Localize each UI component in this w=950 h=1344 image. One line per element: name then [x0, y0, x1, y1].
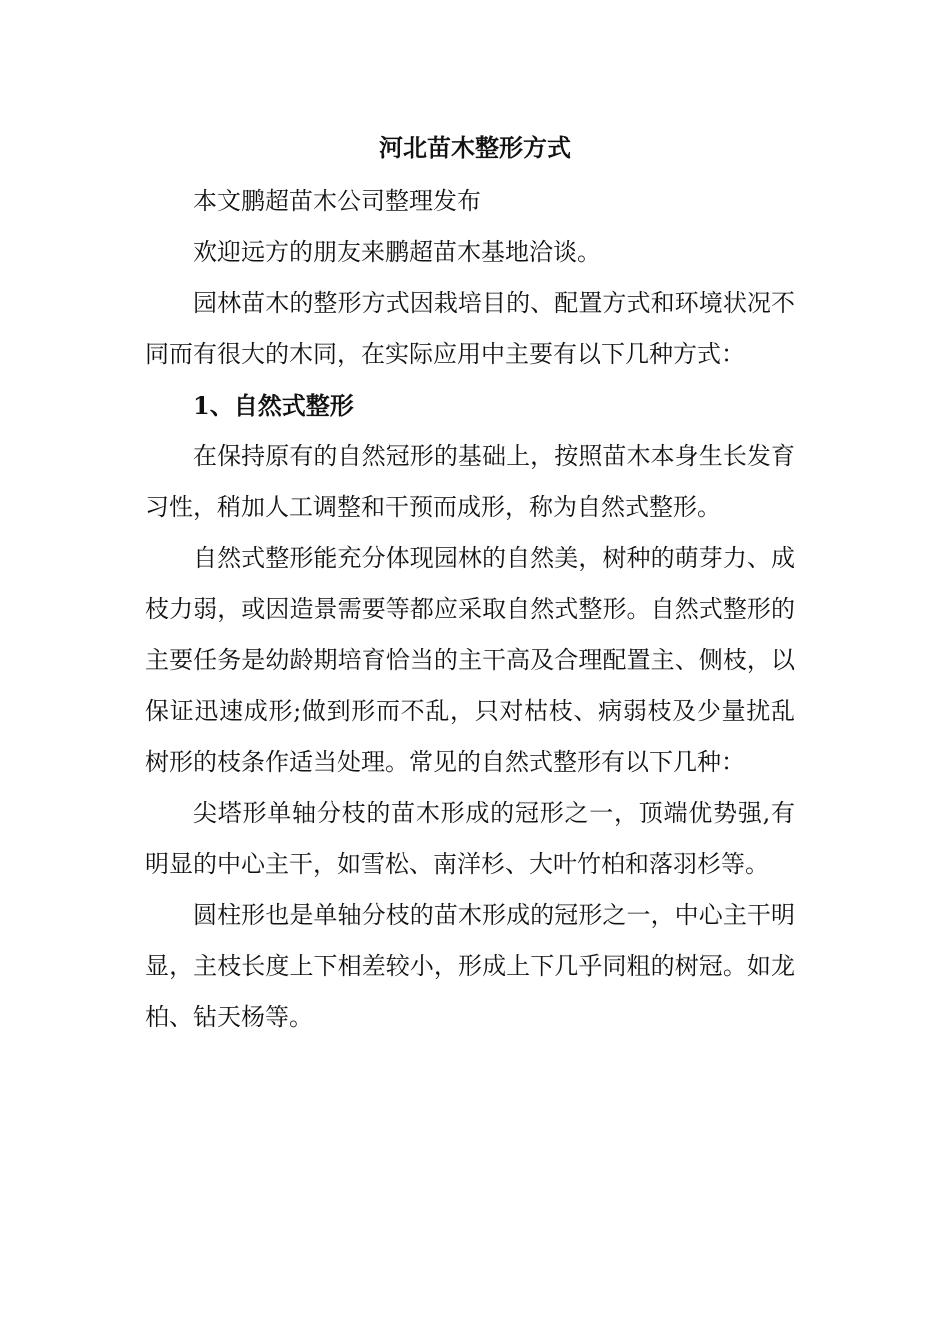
- column-shape-paragraph: 圆柱形也是单轴分枝的苗木形成的冠形之一，中心主干明显，主枝长度上下相差较小，形成上下几乎同粗的树冠。如龙柏、钻天杨等。: [145, 901, 795, 1031]
- section-heading-natural-pruning: 1、自然式整形: [193, 391, 354, 420]
- publisher-paragraph: 本文鹏超苗木公司整理发布: [193, 187, 481, 215]
- natural-pruning-detail-paragraph: 自然式整形能充分体现园林的自然美，树种的萌芽力、成枝力弱，或因造景需要等都应采取自然式整形。自然式整形的主要任务是幼龄期培育恰当的主干高及合理配置主、侧枝，以保证迅速成形;做到形而不乱，只对枯枝、病弱枝及少量扰乱树形的枝条作适当处理。常见的自然式整形有以下几种：: [145, 544, 795, 776]
- welcome-paragraph: 欢迎远方的朋友来鹏超苗木基地洽谈。: [193, 238, 601, 266]
- natural-pruning-definition-paragraph: 在保持原有的自然冠形的基础上，按照苗木本身生长发育习性，稍加人工调整和干预而成形，称为自然式整形。: [145, 442, 795, 521]
- pyramid-shape-paragraph: 尖塔形单轴分枝的苗木形成的冠形之一，顶端优势强,有明显的中心主干，如雪松、南洋杉、大叶竹柏和落羽杉等。: [145, 799, 795, 878]
- intro-paragraph: 园林苗木的整形方式因栽培目的、配置方式和环境状况不同而有很大的木同，在实际应用中主要有以下几种方式：: [145, 289, 795, 368]
- document-body: [145, 176, 795, 1043]
- document-title: 河北苗木整形方式: [379, 133, 571, 162]
